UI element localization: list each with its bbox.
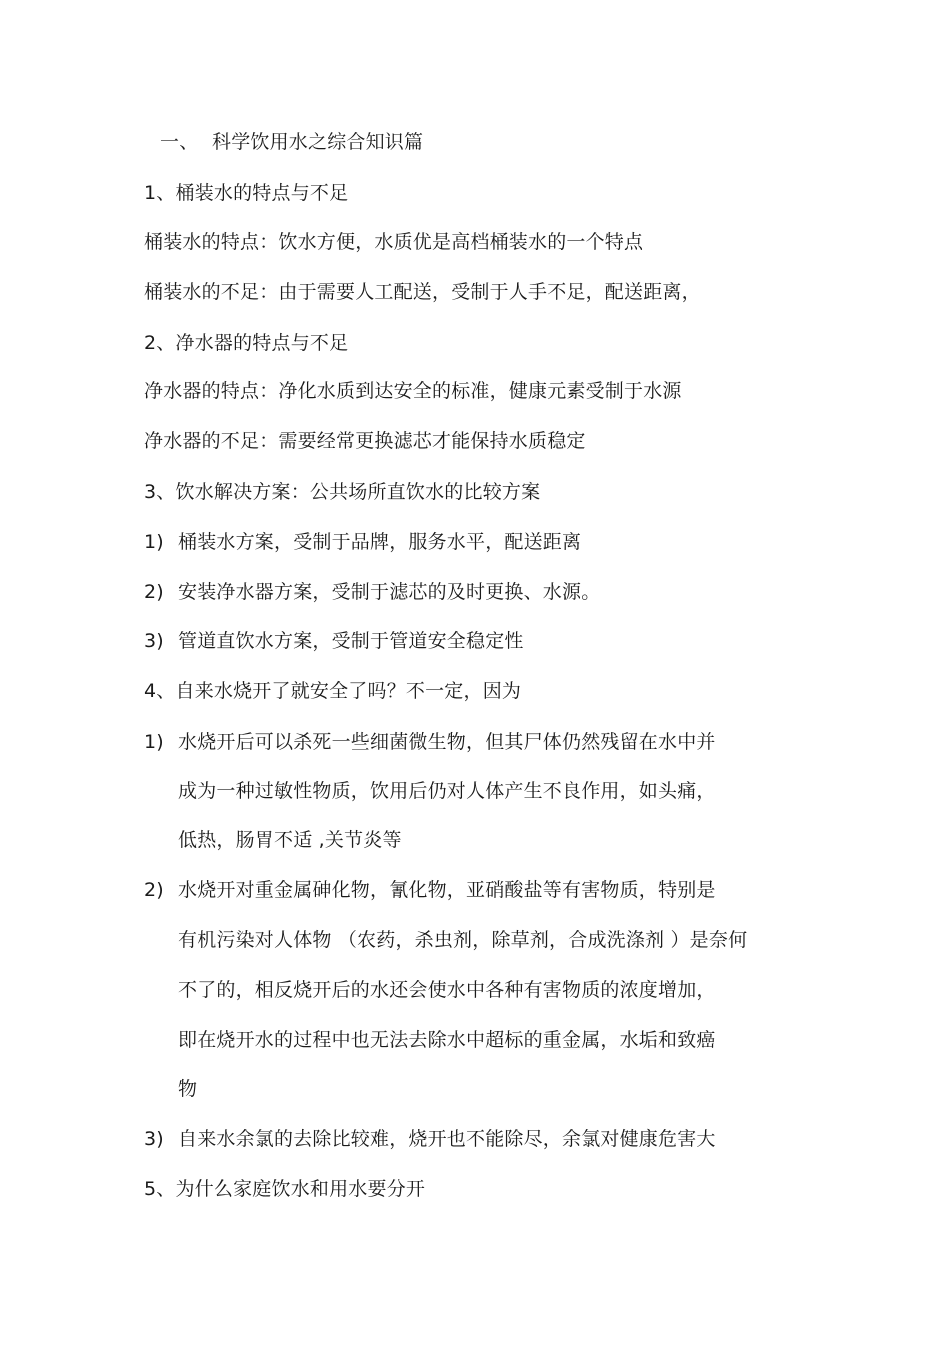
list-number: 1): [144, 731, 164, 753]
paragraph-line: 净水器的特点：净化水质到达安全的标准，健康元素受制于水源: [144, 380, 682, 402]
list-text: 管道直饮水方案，受制于管道安全稳定性: [178, 630, 524, 652]
list-item: [144, 529, 581, 555]
section-4-heading: 4、自来水烧开了就安全了吗？不一定，因为: [144, 680, 522, 702]
title-text: 科学饮用水之综合知识篇: [212, 131, 424, 153]
list-item: [144, 1126, 716, 1152]
list-text: 自来水余氯的去除比较难，烧开也不能除尽，余氯对健康危害大: [178, 1128, 716, 1150]
list-continuation: 成为一种过敏性物质，饮用后仍对人体产生不良作用，如头痛，: [178, 780, 716, 802]
list-continuation: 不了的，相反烧开后的水还会使水中各种有害物质的浓度增加，: [178, 979, 716, 1001]
list-continuation: 有机污染对人体物 （农药，杀虫剂，除草剂，合成洗涤剂 ）是奈何: [178, 929, 748, 951]
document-title: [160, 129, 423, 155]
list-number: 2): [144, 879, 164, 901]
list-text: 水烧开后可以杀死一些细菌微生物，但其尸体仍然残留在水中并: [178, 731, 716, 753]
section-3-heading: 3、饮水解决方案：公共场所直饮水的比较方案: [144, 481, 541, 503]
list-item: [144, 877, 716, 903]
list-item: [144, 579, 600, 605]
title-prefix: 一、: [160, 131, 199, 153]
section-1-heading: 1、桶装水的特点与不足: [144, 182, 349, 204]
list-number: 3): [144, 1128, 164, 1150]
section-5-heading: 5、为什么家庭饮水和用水要分开: [144, 1178, 426, 1200]
list-continuation: 物: [178, 1078, 198, 1100]
list-text: 水烧开对重金属砷化物，氰化物，亚硝酸盐等有害物质，特别是: [178, 879, 716, 901]
list-number: 3): [144, 630, 164, 652]
list-continuation: 低热，肠胃不适 ,关节炎等: [178, 829, 402, 851]
paragraph-line: 桶装水的特点：饮水方便，水质优是高档桶装水的一个特点: [144, 231, 644, 253]
list-item: [144, 628, 524, 654]
list-number: 2): [144, 581, 164, 603]
section-2-heading: 2、净水器的特点与不足: [144, 332, 349, 354]
list-text: 安装净水器方案，受制于滤芯的及时更换、水源。: [178, 581, 601, 603]
list-text: 桶装水方案，受制于品牌，服务水平，配送距离: [178, 531, 582, 553]
list-item: [144, 729, 716, 755]
paragraph-line: 净水器的不足：需要经常更换滤芯才能保持水质稳定: [144, 430, 586, 452]
paragraph-line: 桶装水的不足：由于需要人工配送，受制于人手不足，配送距离，: [144, 281, 701, 303]
list-number: 1): [144, 531, 164, 553]
list-continuation: 即在烧开水的过程中也无法去除水中超标的重金属，水垢和致癌: [178, 1029, 716, 1051]
